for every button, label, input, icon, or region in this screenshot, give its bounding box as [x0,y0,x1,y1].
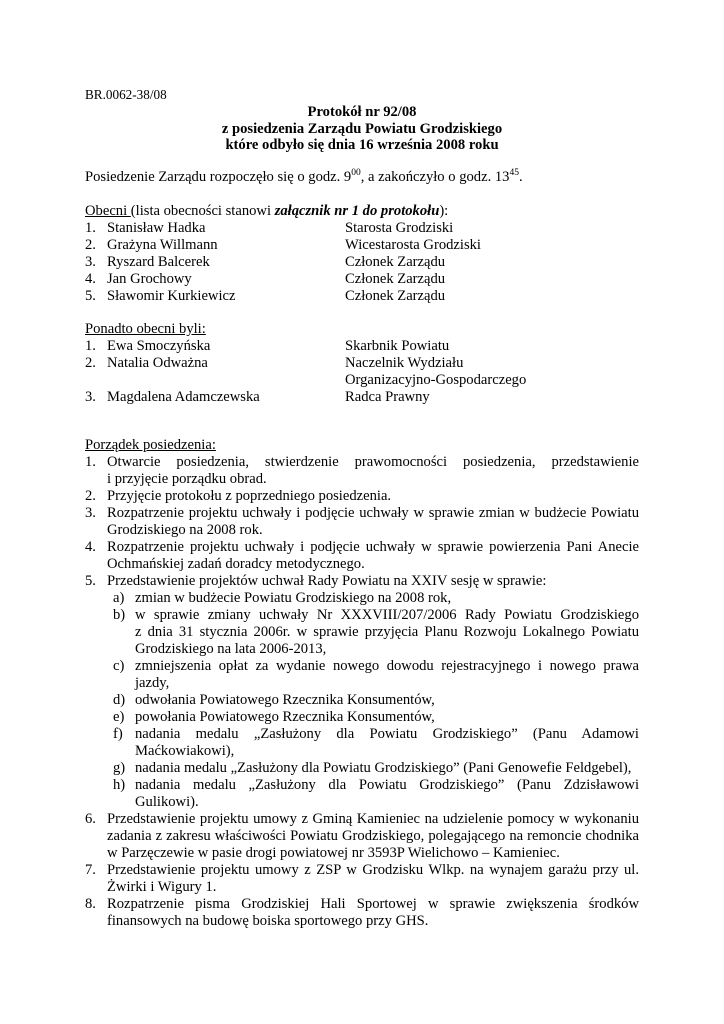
attendance-note-close: ): [439,203,449,219]
others-heading: Ponadto obecni byli: [85,321,206,337]
agenda-text-line: w Parzęczewie w pasie drogi powiatowej nr 3593P Wielichowo – Kamieniec. [107,845,560,861]
agenda-text-line: zadania z zakresu właściwości Powiatu Grodziskiego, polegającego na remoncie chodnika [107,828,639,844]
attendee-name: Natalia Odważna [107,355,208,371]
subitem-letter: h) [113,777,126,793]
agenda-text-line: Przyjęcie protokołu z poprzedniego posiedzenia. [107,488,392,504]
attendance-label: Obecni [85,203,131,219]
attendee-row [85,254,645,271]
subitem-letter: d) [113,692,126,708]
subitem-text-line: Gulikowi). [135,794,199,810]
attendee-number: 3. [85,254,96,270]
subitem-letter: f) [113,726,123,742]
agenda-number: 8. [85,896,96,912]
attendee-name: Grażyna Willmann [107,237,218,253]
agenda-text-line: Rozpatrzenie projektu uchwały i podjęcie uchwały w sprawie powierzenia Pani Anecie [107,539,639,555]
attendee-number: 3. [85,389,96,405]
other-attendee-row-continued [85,372,645,389]
subitem-text-line: nadania medalu „Zasłużony dla Powiatu Grodziskiego” (Panu Adamowi [135,726,639,742]
subitem-text-line: powołania Powiatowego Rzecznika Konsumentów, [135,709,435,725]
subitem-letter: g) [113,760,126,776]
document-reference: BR.0062-38/08 [85,87,167,102]
title-line-3: które odbyło się dnia 16 września 2008 roku [225,137,499,153]
attendee-name: Ryszard Balcerek [107,254,210,270]
subitem-text-line: nadania medalu „Zasłużony dla Powiatu Grodziskiego” (Pani Genowefie Feldgebel), [135,760,632,776]
attendee-role: Członek Zarządu [345,271,446,287]
subitem-letter: b) [113,607,126,623]
title-line-2: z posiedzenia Zarządu Powiatu Grodziskiego [221,121,503,137]
agenda-heading: Porządek posiedzenia: [85,437,216,453]
attendee-role: Naczelnik Wydziału [345,355,464,371]
attendee-number: 1. [85,220,96,236]
opening-text-end: . [518,168,523,185]
agenda-text-line: Przedstawienie projektów uchwał Rady Powiatu na XXIV sesję w sprawie: [107,573,547,589]
subitem-letter: c) [113,658,125,674]
attendee-row [85,271,645,288]
other-attendee-row [85,338,645,355]
attendee-row [85,220,645,237]
attendee-number: 2. [85,237,96,253]
subitem-letter: e) [113,709,125,725]
attendee-role-continued: Organizacyjno-Gospodarczego [345,372,527,388]
attendee-role: Starosta Grodziski [345,220,454,236]
attachment-reference: załącznik nr 1 do protokołu [274,203,440,219]
agenda-text-line: Rozpatrzenie pisma Grodziskiej Hali Sportowej w sprawie zwiększenia środków [107,896,639,912]
agenda-number: 2. [85,488,96,504]
agenda-number: 6. [85,811,96,827]
subitem-text-line: zmniejszenia opłat za wydanie nowego dowodu rejestracyjnego i nowego prawa [135,658,639,674]
subitem-text-line: jazdy, [135,675,170,691]
title-line-1: Protokół nr 92/08 [307,104,417,120]
agenda-number: 5. [85,573,96,589]
meeting-time-statement [85,168,523,186]
subitem-text-line: zmian w budżecie Powiatu Grodziskiego na 2008 rok, [135,590,452,606]
agenda-text-line: Otwarcie posiedzenia, stwierdzenie prawomocności posiedzenia, przedstawienie [107,454,639,470]
opening-text-start: Posiedzenie Zarządu rozpoczęło się o godz. 9 [85,168,352,185]
agenda-number: 1. [85,454,96,470]
other-attendee-row [85,389,645,406]
attendee-role: Radca Prawny [345,389,430,405]
attendance-note: (lista obecności stanowi [130,203,275,219]
attendance-heading [85,203,448,220]
attendee-name: Stanisław Hadka [107,220,206,236]
attendee-number: 1. [85,338,96,354]
agenda-number: 4. [85,539,96,555]
agenda-text-line: Żwirki i Wigury 1. [107,879,217,895]
attendee-number: 5. [85,288,96,304]
attendee-number: 4. [85,271,96,287]
subitem-text-line: Maćkowiakowi), [135,743,235,759]
agenda-text-line: Grodziskiego na 2008 rok. [107,522,263,538]
other-attendee-row [85,355,645,372]
subitem-text-line: odwołania Powiatowego Rzecznika Konsumentów, [135,692,435,708]
agenda-number: 7. [85,862,96,878]
attendee-role: Wicestarosta Grodziski [345,237,481,253]
attendee-name: Sławomir Kurkiewicz [107,288,236,304]
attendee-role: Członek Zarządu [345,254,446,270]
attendee-role: Członek Zarządu [345,288,446,304]
agenda-text-line: Rozpatrzenie projektu uchwały i podjęcie uchwały w sprawie zmian w budżecie Powiatu [107,505,639,521]
end-minutes: 45 [509,168,519,178]
attendee-name: Magdalena Adamczewska [107,389,260,405]
subitem-letter: a) [113,590,125,606]
attendee-role: Skarbnik Powiatu [345,338,450,354]
attendee-name: Ewa Smoczyńska [107,338,211,354]
agenda-text-line: i przyjęcie porządku obrad. [107,471,267,487]
agenda-text-line: finansowych na budowę boiska sportowego przy GHS. [107,913,429,929]
attendee-name: Jan Grochowy [107,271,192,287]
subitem-text-line: w sprawie zmiany uchwały Nr XXXVIII/207/2006 Rady Powiatu Grodziskiego [135,607,639,623]
subitem-text-line: z dnia 31 stycznia 2006r. w sprawie przyjęcia Planu Rozwoju Lokalnego Powiatu [135,624,639,640]
start-minutes: 00 [351,168,361,178]
agenda-text-line: Przedstawienie projektu umowy z ZSP w Grodzisku Wlkp. na wynajem garażu przy ul. [107,862,639,878]
agenda-text-line: Ochmańskiej zadań doradcy metodycznego. [107,556,365,572]
subitem-text-line: nadania medalu „Zasłużony dla Powiatu Grodziskiego” (Panu Zdzisławowi [135,777,639,793]
agenda-number: 3. [85,505,96,521]
attendee-row [85,288,645,305]
subitem-text-line: Grodziskiego na lata 2006-2013, [135,641,327,657]
attendee-row [85,237,645,254]
agenda-text-line: Przedstawienie projektu umowy z Gminą Kamieniec na udzielenie pomocy w wykonaniu [107,811,639,827]
opening-text-middle: , a zakończyło o godz. 13 [360,168,510,185]
attendee-number: 2. [85,355,96,371]
